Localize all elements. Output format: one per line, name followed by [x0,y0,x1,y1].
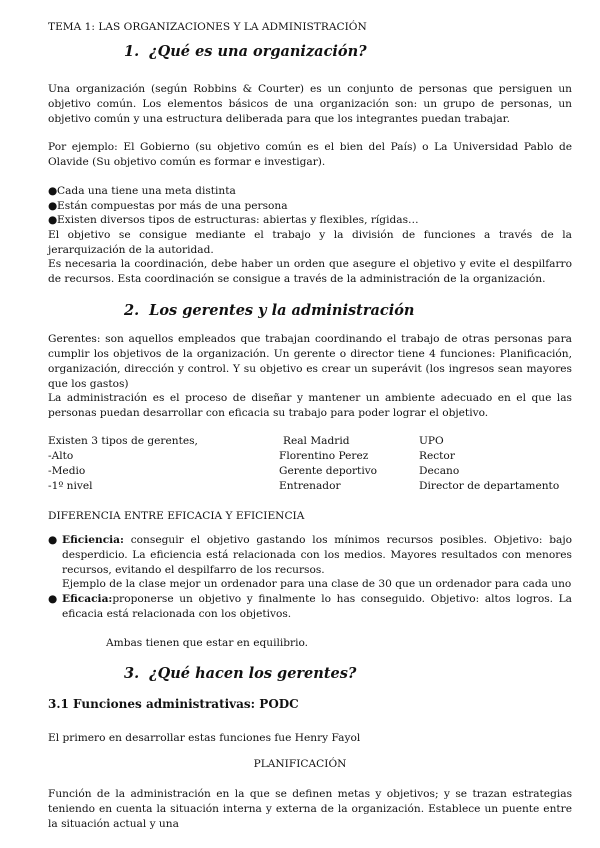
section-2-heading [124,302,414,319]
table-cell: Decano [419,465,460,477]
table-column-types [48,434,198,494]
table-cell: Gerente deportivo [279,465,378,477]
term-efficacy: Eficacia: [62,593,113,605]
balance-note: Ambas tienen que estar en equilibrio. [106,637,309,649]
table-cell: -Medio [48,465,86,477]
section-3-heading [124,665,356,682]
paragraph-fayol: El primero en desarrollar estas funciones fue Henry Fayol [48,732,361,744]
efficiency-definition: conseguir el objetivo gastando los mínimos recursos posibles. Objetivo: bajo desperdicio. La eficiencia está relacionada con los medios. Mayores resultados con menores recursos, evitando el despilfarro de los recursos. [62,534,572,576]
planning-title: PLANIFICACIÓN [253,758,347,770]
table-cell: UPO [419,435,444,447]
bullet-text: Están compuestas por más de una persona [57,200,288,212]
efficacy-definition: proponerse un objetivo y finalmente lo has conseguido. Objetivo: altos logros. La eficacia está relacionada con los objetivos. [62,593,572,620]
list-item-efficiency [48,533,572,578]
table-cell: -Alto [48,450,74,462]
table-cell: Existen 3 tipos de gerentes, [48,435,198,447]
bullet-item [48,213,572,228]
paragraph-organization-definition: Una organización (según Robbins & Courter) es un conjunto de personas que persiguen un objetivo común. Los elementos básicos de una organización son: un grupo de personas, un objetivo común y una estructura deliberada para que los integrantes puedan trabajar. [48,83,572,125]
bullet-icon: ● [48,534,58,546]
section-1-title: ¿Qué es una organización? [149,43,367,60]
bullet-text: Existen diversos tipos de estructuras: abiertas y flexibles, rígidas… [57,214,419,226]
bullet-icon: ● [48,185,58,197]
bullet-item [48,199,572,214]
difference-title: DIFERENCIA ENTRE EFICACIA Y EFICIENCIA [48,510,305,522]
paragraph-managers: Gerentes: son aquellos empleados que trabajan coordinando el trabajo de otras personas para cumplir los objetivos de la organización. Un gerente o director tiene 4 funciones: Planificación, organización, dirección y control. Y su objetivo es crear un superávit (los ingresos sean mayores que los gastos) [48,333,572,390]
bullet-item [48,184,572,199]
paragraph-objective: El objetivo se consigue mediante el trabajo y la división de funciones a través de la jerarquización de la autoridad. [48,229,572,256]
section-2-title: Los gerentes y la administración [149,302,415,319]
paragraph-organization-examples: Por ejemplo: El Gobierno (su objetivo común es el bien del País) o La Universidad Pablo de Olavide (Su objetivo común es formar e investigar). [48,141,572,168]
term-efficiency: Eficiencia: [62,534,124,546]
table-column-upo [419,434,559,494]
paragraph-coordination: Es necesaria la coordinación, debe haber un orden que asegure el objetivo y evite el despilfarro de recursos. Esta coordinación se consigue a través de la administración de la organización. [48,258,572,285]
table-cell: Rector [419,450,455,462]
table-cell: Entrenador [279,480,341,492]
section-3-number: 3. [124,665,140,682]
table-column-real-madrid [279,434,377,494]
paragraph-administration: La administración es el proceso de diseñar y mantener un ambiente adecuado en el que las personas puedan desarrollar con eficacia su trabajo para poder lograr el objetivo. [48,392,572,419]
efficiency-example: Ejemplo de la clase mejor un ordenador para una clase de 30 que un ordenador para cada uno [62,578,572,590]
section-1-heading [124,43,367,60]
section-3-title: ¿Qué hacen los gerentes? [149,665,357,682]
table-cell: Real Madrid [283,435,350,447]
section-1-number: 1. [124,43,140,60]
bullet-icon: ● [48,200,58,212]
table-cell: Director de departamento [419,480,560,492]
bullet-icon: ● [48,593,58,605]
subsection-3-1-heading: 3.1 Funciones administrativas: PODC [48,697,299,711]
document-header: TEMA 1: LAS ORGANIZACIONES Y LA ADMINISTRACIÓN [48,21,367,33]
table-cell: -1º nivel [48,480,93,492]
bullet-text: Cada una tiene una meta distinta [57,185,236,197]
bullet-icon: ● [48,214,58,226]
list-item-efficacy [48,592,572,622]
section-2-number: 2. [124,302,140,319]
paragraph-planning: Función de la administración en la que se definen metas y objetivos; y se trazan estrategias teniendo en cuenta la situación interna y externa de la organización. Establece un puente entre la situación actual y una [48,788,572,830]
table-cell: Florentino Perez [279,450,369,462]
